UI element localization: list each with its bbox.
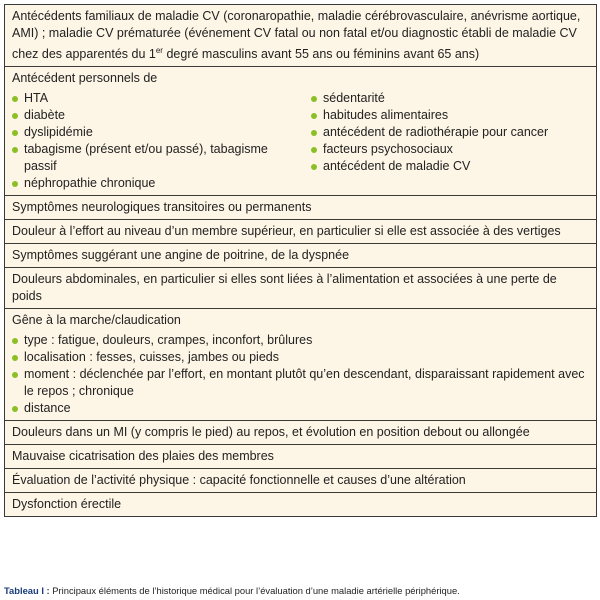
row-family-history xyxy=(5,5,596,67)
row-claudication xyxy=(5,309,596,421)
bullet-icon xyxy=(12,113,18,119)
list-item-text: localisation : fesses, cuisses, jambes ou pieds xyxy=(24,350,279,365)
list-item xyxy=(12,332,590,349)
bullet-icon xyxy=(311,113,317,119)
personal-history-left-column xyxy=(12,90,291,192)
bullet-icon xyxy=(311,164,317,170)
row-wound-healing: Mauvaise cicatrisation des plaies des membres xyxy=(5,445,596,469)
row-rest-pain: Douleurs dans un MI (y compris le pied) au repos, et évolution en position debout ou allongée xyxy=(5,421,596,445)
row-upper-limb-pain: Douleur à l’effort au niveau d’un membre supérieur, en particulier si elle est associée à des vertiges xyxy=(5,220,596,244)
list-item-text: néphropathie chronique xyxy=(24,176,156,191)
bullet-icon xyxy=(12,147,18,153)
bullet-icon xyxy=(12,355,18,361)
list-item-text: diabète xyxy=(24,108,66,123)
personal-history-heading: Antécédent personnels de xyxy=(12,71,158,86)
list-item xyxy=(12,107,291,124)
family-history-text-end: degré masculins avant 55 ans ou féminins avant 65 ans) xyxy=(162,47,480,62)
row-physical-activity: Évaluation de l’activité physique : capacité fonctionnelle et causes d’une altération xyxy=(5,469,596,493)
table-caption xyxy=(4,585,600,597)
family-history-superscript: er xyxy=(155,46,163,55)
list-item-text: tabagisme (présent et/ou passé), tabagisme passif xyxy=(24,142,268,174)
list-item xyxy=(12,366,590,400)
list-item-text: sédentarité xyxy=(323,91,385,106)
bullet-icon xyxy=(12,96,18,102)
medical-history-table xyxy=(4,4,597,517)
row-angina: Symptômes suggérant une angine de poitrine, de la dyspnée xyxy=(5,244,596,268)
list-item-text: moment : déclenchée par l’effort, en montant plutôt qu’en descendant, disparaissant rapidement avec le repos ; chronique xyxy=(24,367,585,399)
list-item-text: facteurs psychosociaux xyxy=(323,142,453,157)
list-item xyxy=(12,349,590,366)
list-item-text: dyslipidémie xyxy=(24,125,93,140)
bullet-icon xyxy=(12,181,18,187)
list-item-text: antécédent de maladie CV xyxy=(323,159,471,174)
row-abdominal-pain: Douleurs abdominales, en particulier si elles sont liées à l’alimentation et associées à une perte de poids xyxy=(5,268,596,309)
bullet-icon xyxy=(12,406,18,412)
row-personal-history xyxy=(5,67,596,196)
list-item-text: distance xyxy=(24,401,71,416)
bullet-icon xyxy=(12,338,18,344)
list-item-text: HTA xyxy=(24,91,49,106)
family-history-text: Antécédents familiaux de maladie CV (coronaropathie, maladie cérébrovasculaire, anévrisme aortique, AMI) ; maladie CV prématurée (événement CV fatal ou non fatal et/ou diagnostic établi de maladie CV chez des apparentés du 1 xyxy=(12,9,581,62)
list-item xyxy=(311,107,590,124)
list-item xyxy=(311,158,590,175)
list-item-text: antécédent de radiothérapie pour cancer xyxy=(323,125,549,140)
list-item xyxy=(12,400,590,417)
bullet-icon xyxy=(311,130,317,136)
caption-label: Tableau I : xyxy=(4,585,50,596)
bullet-icon xyxy=(311,147,317,153)
list-item xyxy=(12,175,291,192)
list-item xyxy=(12,141,291,175)
list-item xyxy=(12,124,291,141)
personal-history-right-column xyxy=(291,90,590,192)
caption-text: Principaux éléments de l’historique médical pour l’évaluation d’une maladie artérielle périphérique. xyxy=(49,585,460,596)
personal-history-columns xyxy=(12,90,590,192)
list-item xyxy=(12,90,291,107)
bullet-icon xyxy=(12,130,18,136)
list-item xyxy=(311,90,590,107)
list-item-text: habitudes alimentaires xyxy=(323,108,449,123)
bullet-icon xyxy=(311,96,317,102)
row-erectile: Dysfonction érectile xyxy=(12,497,122,512)
list-item-text: type : fatigue, douleurs, crampes, inconfort, brûlures xyxy=(24,333,313,348)
row-neuro-symptoms: Symptômes neurologiques transitoires ou permanents xyxy=(5,196,596,220)
list-item xyxy=(311,141,590,158)
bullet-icon xyxy=(12,372,18,378)
claudication-heading: Gêne à la marche/claudication xyxy=(12,313,181,328)
list-item xyxy=(311,124,590,141)
